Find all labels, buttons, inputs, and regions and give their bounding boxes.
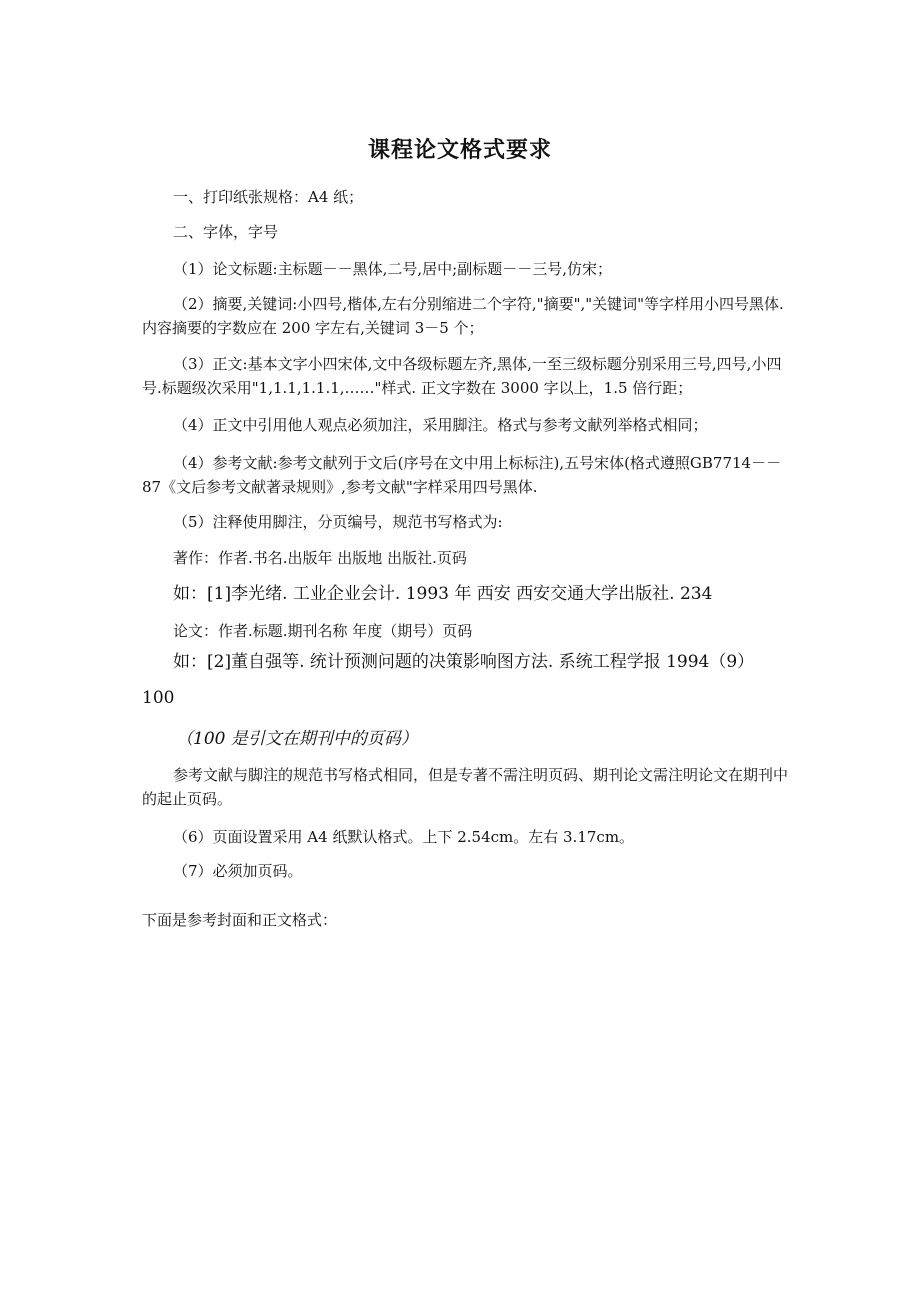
paragraph-page-numbers: （7）必须加页码。: [173, 862, 303, 880]
paragraph-paper-example: 如：[2]董自强等. 统计预测问题的决策影响图方法. 系统工程学报 1994（9）: [173, 652, 755, 672]
paragraph-body-format: （3）正文:基本文字小四宋体,文中各级标题左齐,黑体,一至三级标题分别采用三号,四号,小四号.标题级次采用"1,1.1,1.1.1,……"样式. 正文字数在 3000 字以上，1.5 倍行距；: [142, 355, 782, 397]
paragraph-cover-intro: 下面是参考封面和正文格式：: [142, 911, 338, 929]
paragraph-reference-rule: 参考文献与脚注的规范书写格式相同，但是专著不需注明页码、期刊论文需注明论文在期刊中的起止页码。: [142, 766, 789, 808]
paragraph-references-format: （4）参考文献:参考文献列于文后(序号在文中用上标标注),五号宋体(格式遵照GB7714－－87《文后参考文献著录规则》,参考文献"字样采用四号黑体.: [142, 454, 782, 496]
paragraph-citation-note: （4）正文中引用他人观点必须加注，采用脚注。格式与参考文献列举格式相同；: [173, 416, 708, 434]
paragraph-paper-size: 一、打印纸张规格：A4 纸；: [173, 188, 364, 206]
paragraph-title-format: （1）论文标题:主标题－－黑体,二号,居中;副标题－－三号,仿宋；: [173, 260, 612, 278]
paragraph-page-setup: （6）页面设置采用 A4 纸默认格式。上下 2.54cm。左右 3.17cm。: [173, 828, 635, 846]
paragraph-book-format: 著作：作者.书名.出版年 出版地 出版社.页码: [173, 549, 467, 567]
paragraph-abstract-format: （2）摘要,关键词:小四号,楷体,左右分别缩进二个字符,"摘要","关键词"等字样用小四号黑体. 内容摘要的字数应在 200 字左右,关键词 3－5 个；: [142, 295, 784, 337]
paragraph-paper-example-page: 100: [142, 688, 175, 708]
paragraph-font-heading: 二、字体，字号: [173, 223, 279, 241]
page-title: 课程论文格式要求: [367, 138, 552, 163]
paragraph-paper-format: 论文：作者.标题.期刊名称 年度（期号）页码: [173, 622, 473, 640]
paragraph-page-note: （100 是引文在期刊中的页码）: [176, 729, 418, 749]
paragraph-book-example: 如：[1]李光绪. 工业企业会计. 1993 年 西安 西安交通大学出版社. 234: [173, 584, 713, 604]
paragraph-footnote-format: （5）注释使用脚注，分页编号，规范书写格式为:: [173, 513, 503, 531]
